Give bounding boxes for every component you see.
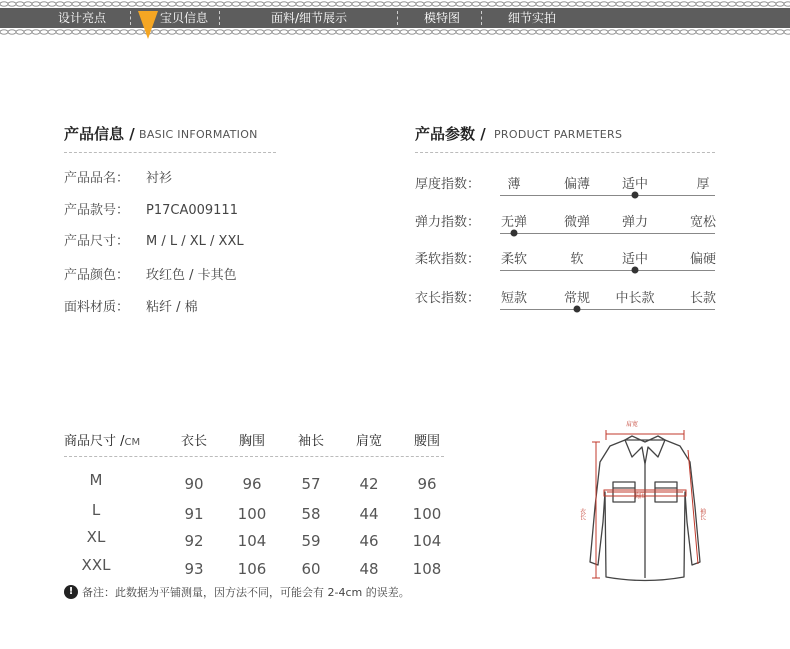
nav-divider: [219, 11, 220, 25]
param-option: 适中: [621, 252, 649, 267]
param-option: 柔软: [500, 252, 528, 267]
param-label: 弹力指数：: [415, 215, 481, 230]
param-indicator-dot: [574, 306, 581, 313]
size-cell: 100: [237, 505, 267, 523]
param-option: 常规: [563, 291, 591, 306]
info-label: 产品尺寸：: [64, 234, 130, 249]
info-row-material: [64, 296, 198, 315]
note-text: 备注：此数据为平铺测量，因方法不同，可能会有 2-4cm 的误差。: [82, 586, 410, 599]
info-label: 面料材质：: [64, 300, 130, 315]
chest-label: 胸围: [634, 493, 647, 500]
measurement-note: [64, 584, 410, 600]
product-info-title: 产品信息 /: [64, 125, 135, 143]
size-col-waist: 腰围: [413, 434, 441, 449]
info-value: P17CA009111: [146, 203, 238, 218]
info-row-name: [64, 167, 172, 186]
size-cell: 60: [301, 560, 321, 578]
info-row-style-number: [64, 199, 238, 218]
size-cell: 59: [301, 532, 321, 550]
divider: [64, 152, 276, 153]
param-option: 弹力: [621, 215, 649, 230]
param-option: 厚: [696, 177, 710, 192]
size-cell: 92: [184, 532, 204, 550]
size-cell: 90: [184, 475, 204, 493]
size-cell: 104: [412, 532, 442, 550]
size-cell-size: XXL: [81, 556, 111, 574]
size-header-unit: CM: [124, 437, 141, 448]
exclamation-icon: !: [64, 585, 78, 599]
param-option: 微弹: [563, 215, 591, 230]
info-label: 产品款号：: [64, 203, 130, 218]
nav-divider: [130, 11, 131, 25]
nav-item-detail-photos[interactable]: 细节实拍: [508, 11, 557, 25]
size-cell: 108: [412, 560, 442, 578]
nav-divider: [481, 11, 482, 25]
param-option: 无弹: [500, 215, 528, 230]
top-nav: [0, 8, 790, 28]
param-indicator-dot: [632, 267, 639, 274]
chain-border-top: [0, 0, 790, 8]
size-cell: 44: [359, 505, 379, 523]
size-cell: 58: [301, 505, 321, 523]
size-cell: 96: [242, 475, 262, 493]
size-cell: 93: [184, 560, 204, 578]
param-option: 偏薄: [563, 177, 591, 192]
info-label: 产品品名：: [64, 171, 130, 186]
param-indicator-dot: [511, 230, 518, 237]
size-cell-size: L: [91, 501, 101, 519]
size-cell: 48: [359, 560, 379, 578]
size-cell-size: M: [89, 471, 103, 489]
param-option: 适中: [621, 177, 649, 192]
size-col-shoulder: 肩宽: [355, 434, 383, 449]
nav-item-product-info[interactable]: 宝贝信息: [160, 11, 209, 25]
product-params-subtitle: PRODUCT PARMETERS: [494, 128, 623, 141]
nav-divider: [397, 11, 398, 25]
shoulder-line: [606, 430, 684, 440]
size-cell: 106: [237, 560, 267, 578]
param-option: 宽松: [689, 215, 717, 230]
divider: [415, 152, 715, 153]
shoulder-label: 肩宽: [626, 421, 639, 428]
param-indicator-dot: [632, 192, 639, 199]
nav-item-fabric-details[interactable]: 面料/细节展示: [271, 11, 348, 25]
param-label: 柔软指数：: [415, 252, 481, 267]
size-table-header-label: [64, 430, 140, 449]
info-value: M / L / XL / XXL: [146, 234, 244, 249]
divider: [64, 456, 444, 457]
shirt-diagram: [570, 412, 720, 602]
info-label: 产品颜色：: [64, 268, 130, 283]
nav-item-design[interactable]: 设计亮点: [58, 11, 107, 25]
size-cell: 42: [359, 475, 379, 493]
param-track: [500, 195, 715, 196]
size-col-length: 衣长: [180, 434, 208, 449]
nav-item-model[interactable]: 模特图: [424, 11, 461, 25]
size-cell: 96: [417, 475, 437, 493]
size-header-text: 商品尺寸 /: [64, 434, 125, 449]
size-cell: 46: [359, 532, 379, 550]
info-value: 衬衫: [146, 171, 173, 186]
info-value: 粘纤 / 棉: [146, 300, 198, 315]
info-row-colors: [64, 264, 237, 283]
param-label: 衣长指数：: [415, 291, 481, 306]
info-row-sizes: [64, 230, 244, 249]
info-value: 玫红色 / 卡其色: [146, 268, 237, 283]
param-track: [500, 233, 715, 234]
size-cell-size: XL: [86, 528, 106, 546]
size-cell: 91: [184, 505, 204, 523]
param-label: 厚度指数：: [415, 177, 481, 192]
length-label: 衣长: [578, 508, 586, 520]
size-col-chest: 胸围: [238, 434, 266, 449]
size-col-sleeve: 袖长: [297, 434, 325, 449]
param-track: [500, 270, 715, 271]
param-track: [500, 309, 715, 310]
param-option: 软: [570, 252, 584, 267]
active-nav-pointer-icon: [138, 11, 158, 39]
size-cell: 100: [412, 505, 442, 523]
param-option: 薄: [507, 177, 521, 192]
param-option: 偏硬: [689, 252, 717, 267]
param-option: 中长款: [615, 291, 655, 306]
product-info-subtitle: BASIC INFORMATION: [139, 128, 258, 141]
size-cell: 57: [301, 475, 321, 493]
param-option: 长款: [689, 291, 717, 306]
size-cell: 104: [237, 532, 267, 550]
product-params-title: 产品参数 /: [415, 125, 486, 143]
chain-border-bottom: [0, 28, 790, 36]
param-option: 短款: [500, 291, 528, 306]
sleeve-label: 袖长: [698, 508, 706, 520]
